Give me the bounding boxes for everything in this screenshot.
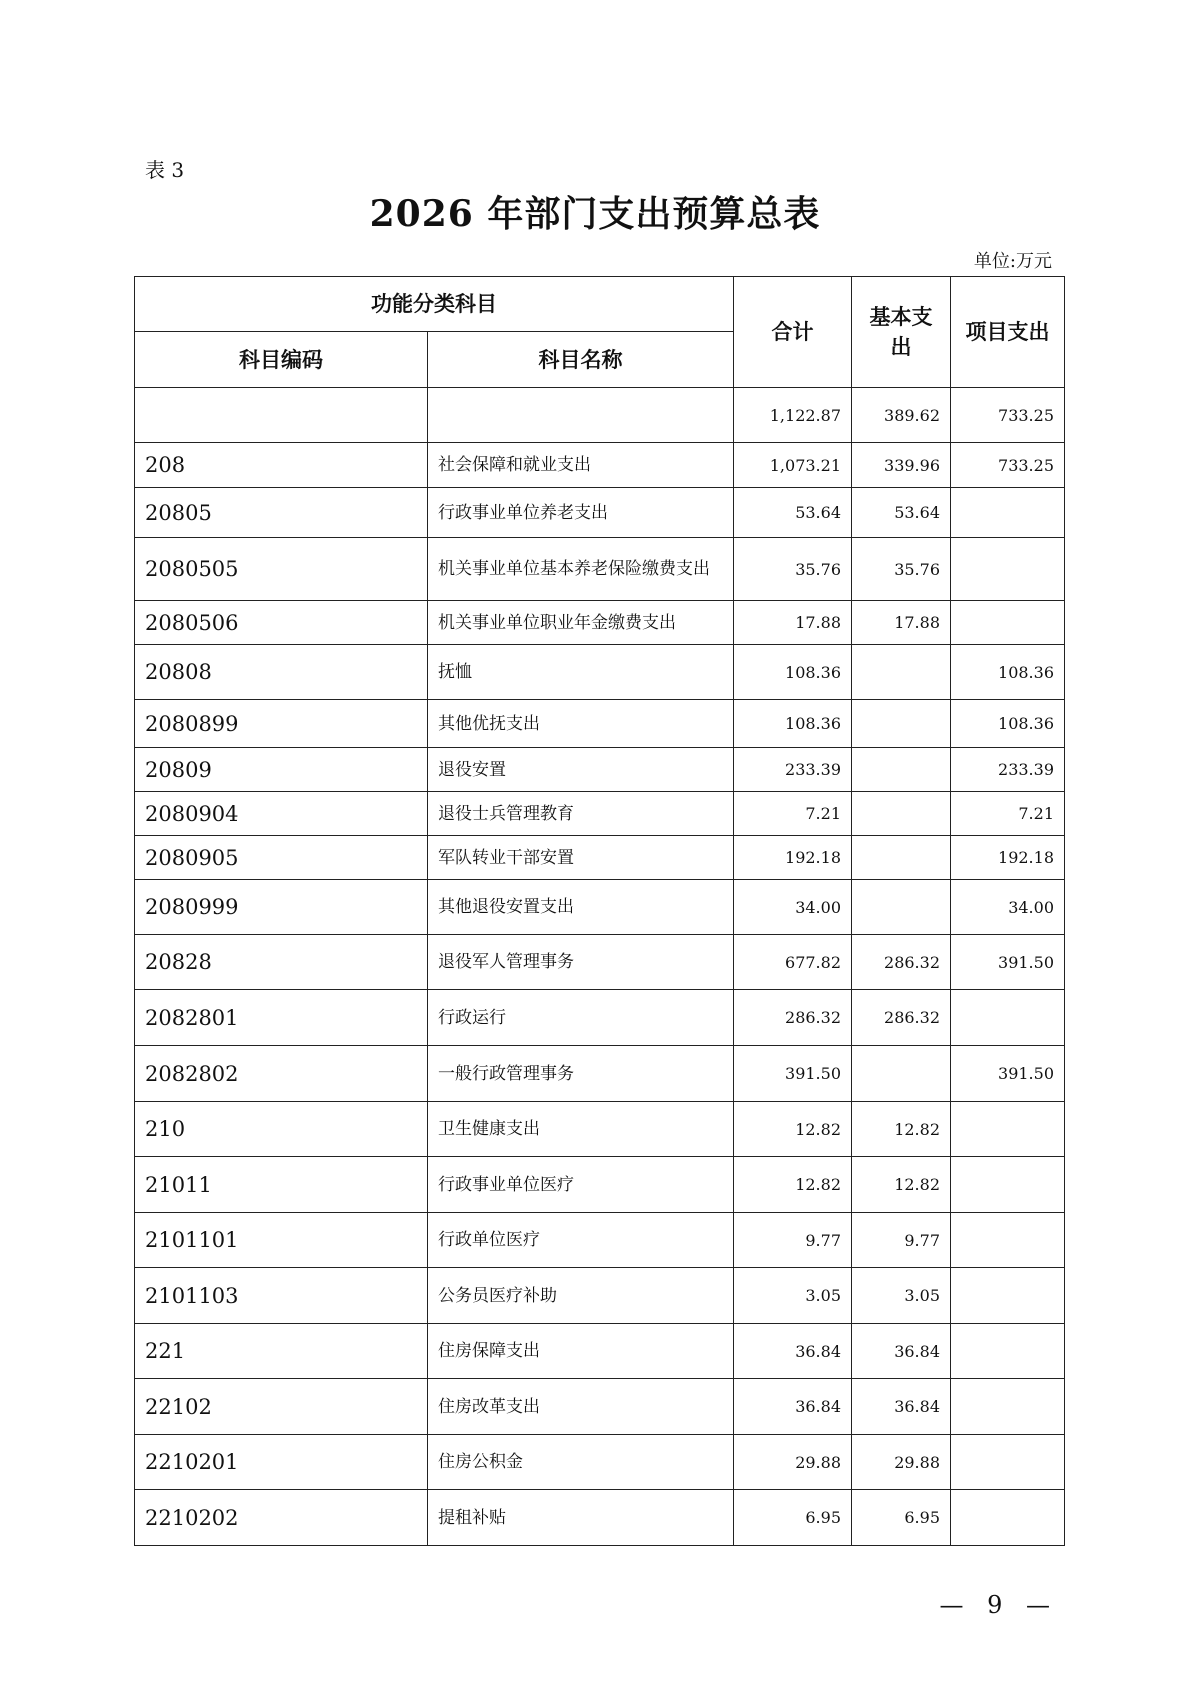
basic-expenditure-cell: 339.96 bbox=[852, 443, 951, 488]
header-basic-expenditure: 基本支出 bbox=[852, 277, 951, 388]
table-row bbox=[135, 700, 1065, 748]
table-body bbox=[135, 388, 1065, 1546]
basic-expenditure-cell: 29.88 bbox=[852, 1435, 951, 1490]
subject-code-cell: 2210202 bbox=[135, 1490, 428, 1546]
total-cell: 9.77 bbox=[734, 1213, 852, 1268]
basic-expenditure-cell: 6.95 bbox=[852, 1490, 951, 1546]
subject-code-cell: 2080999 bbox=[135, 880, 428, 935]
table-row bbox=[135, 748, 1065, 792]
project-expenditure-cell bbox=[951, 1490, 1065, 1546]
subject-code-cell: 2101103 bbox=[135, 1268, 428, 1324]
basic-expenditure-cell bbox=[852, 836, 951, 880]
project-expenditure-cell bbox=[951, 601, 1065, 645]
basic-expenditure-cell: 286.32 bbox=[852, 990, 951, 1046]
total-cell: 36.84 bbox=[734, 1324, 852, 1379]
table-row bbox=[135, 1490, 1065, 1546]
subject-code-cell: 221 bbox=[135, 1324, 428, 1379]
project-expenditure-cell: 108.36 bbox=[951, 700, 1065, 748]
total-cell: 286.32 bbox=[734, 990, 852, 1046]
table-row bbox=[135, 1379, 1065, 1435]
total-cell: 29.88 bbox=[734, 1435, 852, 1490]
subject-name-cell: 其他优抚支出 bbox=[428, 700, 734, 748]
subject-code-cell: 2101101 bbox=[135, 1213, 428, 1268]
project-expenditure-cell bbox=[951, 1435, 1065, 1490]
subject-name-cell: 提租补贴 bbox=[428, 1490, 734, 1546]
basic-expenditure-cell: 36.84 bbox=[852, 1379, 951, 1435]
subject-name-cell: 行政事业单位养老支出 bbox=[428, 488, 734, 538]
project-expenditure-cell: 391.50 bbox=[951, 1046, 1065, 1102]
total-cell: 233.39 bbox=[734, 748, 852, 792]
subject-name-cell bbox=[428, 388, 734, 443]
project-expenditure-cell bbox=[951, 538, 1065, 601]
subject-code-cell: 210 bbox=[135, 1102, 428, 1157]
subject-code-cell: 208 bbox=[135, 443, 428, 488]
subject-name-cell: 卫生健康支出 bbox=[428, 1102, 734, 1157]
table-row bbox=[135, 836, 1065, 880]
project-expenditure-cell bbox=[951, 1379, 1065, 1435]
table-row bbox=[135, 1268, 1065, 1324]
subject-name-cell: 其他退役安置支出 bbox=[428, 880, 734, 935]
subject-code-cell: 20808 bbox=[135, 645, 428, 700]
table-row bbox=[135, 601, 1065, 645]
total-cell: 1,122.87 bbox=[734, 388, 852, 443]
table-row bbox=[135, 1102, 1065, 1157]
project-expenditure-cell: 733.25 bbox=[951, 443, 1065, 488]
subject-name-cell: 行政事业单位医疗 bbox=[428, 1157, 734, 1213]
subject-name-cell: 抚恤 bbox=[428, 645, 734, 700]
project-expenditure-cell: 192.18 bbox=[951, 836, 1065, 880]
table-row bbox=[135, 1435, 1065, 1490]
basic-expenditure-cell: 3.05 bbox=[852, 1268, 951, 1324]
project-expenditure-cell bbox=[951, 1268, 1065, 1324]
subject-name-cell: 住房保障支出 bbox=[428, 1324, 734, 1379]
total-cell: 35.76 bbox=[734, 538, 852, 601]
header-total: 合计 bbox=[734, 277, 852, 388]
subject-name-cell: 机关事业单位基本养老保险缴费支出 bbox=[428, 538, 734, 601]
subject-code-cell: 20805 bbox=[135, 488, 428, 538]
total-cell: 6.95 bbox=[734, 1490, 852, 1546]
basic-expenditure-cell bbox=[852, 748, 951, 792]
subject-name-cell: 退役军人管理事务 bbox=[428, 935, 734, 990]
document-title: 2026 年部门支出预算总表 bbox=[369, 193, 821, 235]
table-row bbox=[135, 645, 1065, 700]
subject-code-cell bbox=[135, 388, 428, 443]
basic-expenditure-cell: 35.76 bbox=[852, 538, 951, 601]
total-cell: 34.00 bbox=[734, 880, 852, 935]
subject-name-cell: 机关事业单位职业年金缴费支出 bbox=[428, 601, 734, 645]
subject-code-cell: 2080505 bbox=[135, 538, 428, 601]
unit-note: 单位:万元 bbox=[973, 251, 1052, 272]
subject-code-cell: 20809 bbox=[135, 748, 428, 792]
table-row bbox=[135, 935, 1065, 990]
total-cell: 53.64 bbox=[734, 488, 852, 538]
subject-name-cell: 退役安置 bbox=[428, 748, 734, 792]
basic-expenditure-cell: 36.84 bbox=[852, 1324, 951, 1379]
header-functional-category: 功能分类科目 bbox=[135, 277, 734, 332]
page-number: — 9 — bbox=[939, 1591, 1058, 1619]
project-expenditure-cell: 391.50 bbox=[951, 935, 1065, 990]
basic-expenditure-cell bbox=[852, 1046, 951, 1102]
basic-expenditure-cell: 17.88 bbox=[852, 601, 951, 645]
total-cell: 391.50 bbox=[734, 1046, 852, 1102]
total-cell: 1,073.21 bbox=[734, 443, 852, 488]
subject-name-cell: 公务员医疗补助 bbox=[428, 1268, 734, 1324]
project-expenditure-cell bbox=[951, 1213, 1065, 1268]
basic-expenditure-cell: 286.32 bbox=[852, 935, 951, 990]
subject-name-cell: 军队转业干部安置 bbox=[428, 836, 734, 880]
basic-expenditure-cell: 12.82 bbox=[852, 1157, 951, 1213]
subject-name-cell: 社会保障和就业支出 bbox=[428, 443, 734, 488]
project-expenditure-cell: 733.25 bbox=[951, 388, 1065, 443]
total-cell: 108.36 bbox=[734, 700, 852, 748]
total-cell: 12.82 bbox=[734, 1157, 852, 1213]
header-subject-code: 科目编码 bbox=[135, 332, 428, 388]
project-expenditure-cell bbox=[951, 1102, 1065, 1157]
project-expenditure-cell: 7.21 bbox=[951, 792, 1065, 836]
table-row bbox=[135, 1046, 1065, 1102]
basic-expenditure-cell bbox=[852, 880, 951, 935]
basic-expenditure-cell: 53.64 bbox=[852, 488, 951, 538]
total-cell: 17.88 bbox=[734, 601, 852, 645]
table-label: 表 3 bbox=[145, 158, 185, 182]
basic-expenditure-cell bbox=[852, 700, 951, 748]
total-cell: 3.05 bbox=[734, 1268, 852, 1324]
basic-expenditure-cell bbox=[852, 792, 951, 836]
table-row bbox=[135, 538, 1065, 601]
subject-code-cell: 2080506 bbox=[135, 601, 428, 645]
subject-name-cell: 行政运行 bbox=[428, 990, 734, 1046]
subject-code-cell: 20828 bbox=[135, 935, 428, 990]
table-row bbox=[135, 880, 1065, 935]
project-expenditure-cell bbox=[951, 1324, 1065, 1379]
project-expenditure-cell bbox=[951, 488, 1065, 538]
subject-code-cell: 2210201 bbox=[135, 1435, 428, 1490]
total-cell: 12.82 bbox=[734, 1102, 852, 1157]
budget-table bbox=[134, 276, 1065, 1546]
project-expenditure-cell bbox=[951, 1157, 1065, 1213]
project-expenditure-cell bbox=[951, 990, 1065, 1046]
subject-code-cell: 21011 bbox=[135, 1157, 428, 1213]
subject-name-cell: 行政单位医疗 bbox=[428, 1213, 734, 1268]
subject-code-cell: 2080899 bbox=[135, 700, 428, 748]
basic-expenditure-cell: 389.62 bbox=[852, 388, 951, 443]
total-cell: 192.18 bbox=[734, 836, 852, 880]
total-cell: 108.36 bbox=[734, 645, 852, 700]
header-project-expenditure: 项目支出 bbox=[951, 277, 1065, 388]
subject-name-cell: 退役士兵管理教育 bbox=[428, 792, 734, 836]
total-cell: 7.21 bbox=[734, 792, 852, 836]
table-row bbox=[135, 443, 1065, 488]
subject-name-cell: 住房公积金 bbox=[428, 1435, 734, 1490]
subject-name-cell: 一般行政管理事务 bbox=[428, 1046, 734, 1102]
total-cell: 36.84 bbox=[734, 1379, 852, 1435]
table-row bbox=[135, 1324, 1065, 1379]
table-row bbox=[135, 488, 1065, 538]
subject-code-cell: 2082801 bbox=[135, 990, 428, 1046]
subject-code-cell: 22102 bbox=[135, 1379, 428, 1435]
basic-expenditure-cell bbox=[852, 645, 951, 700]
subject-code-cell: 2080904 bbox=[135, 792, 428, 836]
table-row bbox=[135, 388, 1065, 443]
table-row bbox=[135, 792, 1065, 836]
subject-code-cell: 2080905 bbox=[135, 836, 428, 880]
subject-name-cell: 住房改革支出 bbox=[428, 1379, 734, 1435]
table-row bbox=[135, 990, 1065, 1046]
project-expenditure-cell: 108.36 bbox=[951, 645, 1065, 700]
project-expenditure-cell: 34.00 bbox=[951, 880, 1065, 935]
table-row bbox=[135, 1213, 1065, 1268]
basic-expenditure-cell: 12.82 bbox=[852, 1102, 951, 1157]
basic-expenditure-cell: 9.77 bbox=[852, 1213, 951, 1268]
project-expenditure-cell: 233.39 bbox=[951, 748, 1065, 792]
table-row bbox=[135, 1157, 1065, 1213]
total-cell: 677.82 bbox=[734, 935, 852, 990]
subject-code-cell: 2082802 bbox=[135, 1046, 428, 1102]
header-subject-name: 科目名称 bbox=[428, 332, 734, 388]
